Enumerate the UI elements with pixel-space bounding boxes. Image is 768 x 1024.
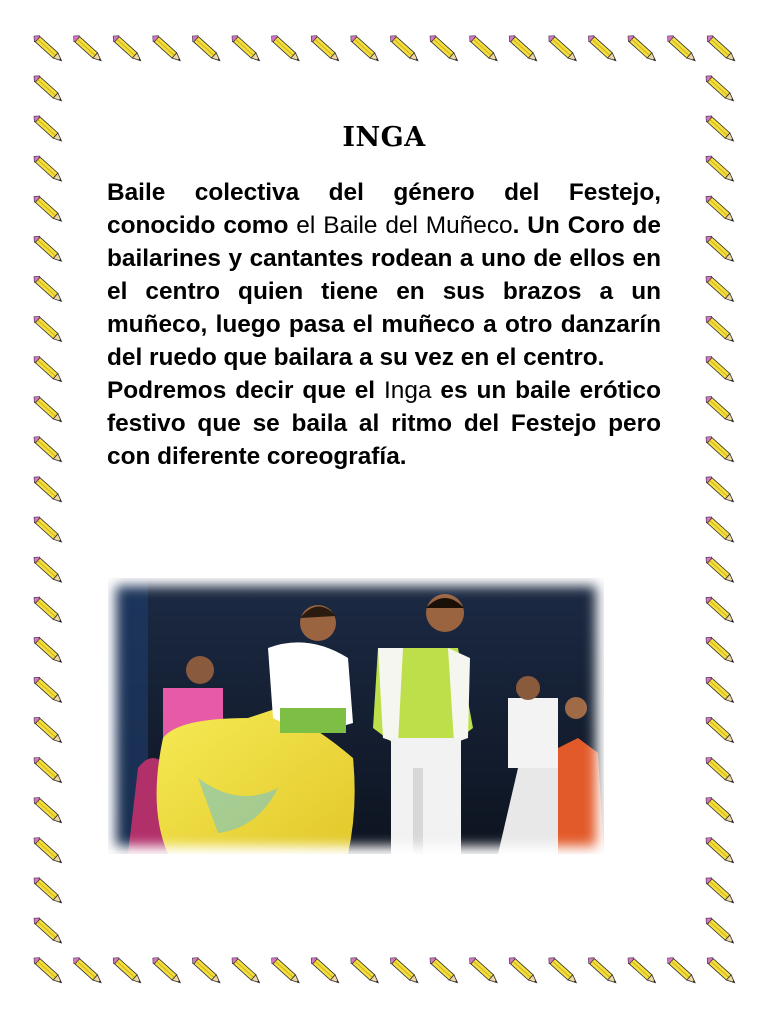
- pencil-icon: [31, 635, 64, 666]
- pencil-icon: [31, 675, 64, 706]
- pencil-icon: [546, 33, 579, 64]
- pencil-icon: [703, 234, 736, 265]
- pencil-icon: [705, 955, 738, 986]
- paragraph-2-part-1: Podremos decir que el: [107, 377, 376, 404]
- pencil-icon: [703, 274, 736, 305]
- pencil-icon: [705, 33, 738, 64]
- pencil-icon: [625, 955, 658, 986]
- pencil-icon: [467, 33, 500, 64]
- pencil-icon: [71, 33, 104, 64]
- pencil-icon: [703, 394, 736, 425]
- pencil-icon: [309, 33, 342, 64]
- pencil-icon: [348, 33, 381, 64]
- pencil-icon: [703, 514, 736, 545]
- pencil-icon: [31, 234, 64, 265]
- paragraph-1-part-3: . Un Coro de bailarines y cantantes rodean a uno de ellos en el centro quien tiene en sus brazos a un muñeco, luego pasa el muñeco a otro danzarín del ruedo que bailara a su vez en el centro.: [107, 212, 661, 371]
- paragraph-1: [107, 176, 661, 374]
- pencil-icon: [507, 955, 540, 986]
- pencil-icon: [703, 153, 736, 184]
- pencil-icon: [31, 434, 64, 465]
- pencil-icon: [31, 193, 64, 224]
- pencil-icon: [388, 955, 421, 986]
- pencil-icon: [703, 73, 736, 104]
- pencil-icon: [31, 795, 64, 826]
- pencil-icon: [348, 955, 381, 986]
- pencil-icon: [665, 955, 698, 986]
- pencil-icon: [31, 835, 64, 866]
- pencil-icon: [467, 955, 500, 986]
- pencil-icon: [703, 875, 736, 906]
- pencil-icon: [31, 394, 64, 425]
- pencil-icon: [269, 955, 302, 986]
- pencil-icon: [507, 33, 540, 64]
- pencil-icon: [31, 474, 64, 505]
- pencil-icon: [150, 955, 183, 986]
- paragraph-1-part-2: el Baile del Muñeco: [288, 212, 513, 239]
- pencil-icon: [31, 875, 64, 906]
- paragraph-2-part-3: es un baile erótico festivo que se baila al ritmo del Festejo pero con diferente coreografía.: [107, 377, 661, 470]
- pencil-icon: [71, 955, 104, 986]
- pencil-icon: [31, 955, 64, 986]
- pencil-icon: [111, 955, 144, 986]
- pencil-icon: [309, 955, 342, 986]
- pencil-icon: [703, 795, 736, 826]
- pencil-icon: [190, 955, 223, 986]
- pencil-icon: [427, 955, 460, 986]
- pencil-icon: [703, 474, 736, 505]
- pencil-icon: [427, 33, 460, 64]
- pencil-icon: [150, 33, 183, 64]
- pencil-icon: [229, 33, 262, 64]
- pencil-icon: [31, 514, 64, 545]
- pencil-icon: [703, 594, 736, 625]
- pencil-icon: [625, 33, 658, 64]
- pencil-icon: [31, 554, 64, 585]
- pencil-icon: [703, 354, 736, 385]
- pencil-icon: [31, 715, 64, 746]
- pencil-icon: [586, 955, 619, 986]
- pencil-icon: [546, 955, 579, 986]
- pencil-icon: [703, 635, 736, 666]
- pencil-icon: [703, 314, 736, 345]
- page-title: INGA: [342, 122, 426, 153]
- pencil-icon: [190, 33, 223, 64]
- pencil-icon: [586, 33, 619, 64]
- pencil-icon: [703, 755, 736, 786]
- body-text: [107, 176, 661, 473]
- pencil-icon: [111, 33, 144, 64]
- pencil-icon: [31, 594, 64, 625]
- pencil-icon: [269, 33, 302, 64]
- paragraph-2-part-2: Inga: [375, 377, 441, 404]
- pencil-icon: [703, 554, 736, 585]
- pencil-icon: [703, 434, 736, 465]
- pencil-icon: [229, 955, 262, 986]
- pencil-icon: [31, 314, 64, 345]
- pencil-icon: [31, 755, 64, 786]
- paragraph-2: [107, 374, 661, 473]
- pencil-icon: [31, 915, 64, 946]
- pencil-icon: [703, 193, 736, 224]
- pencil-icon: [703, 675, 736, 706]
- dancers-photo: [108, 578, 604, 854]
- pencil-icon: [388, 33, 421, 64]
- pencil-icon: [703, 915, 736, 946]
- pencil-icon: [31, 33, 64, 64]
- pencil-icon: [665, 33, 698, 64]
- pencil-icon: [31, 73, 64, 104]
- pencil-icon: [703, 715, 736, 746]
- paragraph-1-part-1: Baile colectiva del género del Festejo, conocido como: [107, 179, 661, 239]
- pencil-icon: [31, 274, 64, 305]
- pencil-icon: [703, 835, 736, 866]
- pencil-icon: [31, 153, 64, 184]
- pencil-icon: [31, 354, 64, 385]
